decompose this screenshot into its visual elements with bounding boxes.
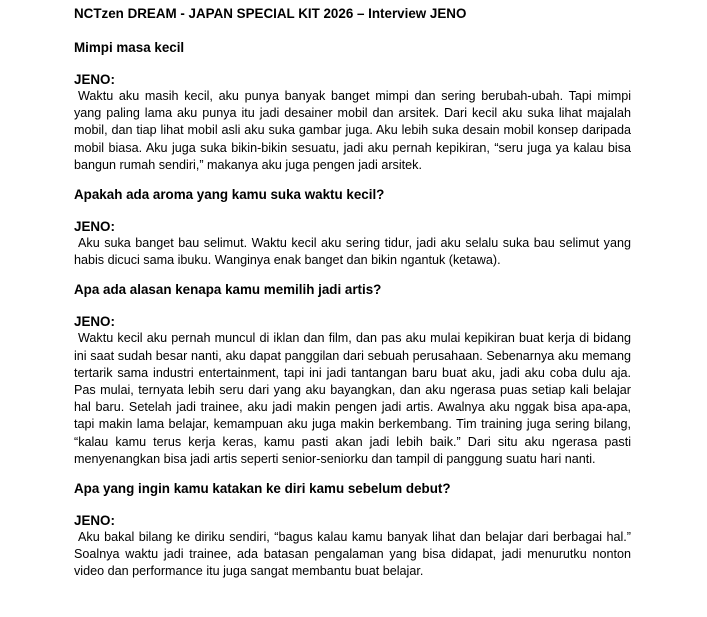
qa-section-4 [74,480,631,581]
question-heading: Apa yang ingin kamu katakan ke diri kamu sebelum debut? [74,481,451,497]
answer-block [74,71,631,174]
speaker-label: JENO: [74,513,115,529]
answer-block [74,218,631,269]
speaker-label: JENO: [74,72,115,87]
answer-text: Waktu aku masih kecil, aku punya banyak banget mimpi dan sering berubah-ubah. Tapi mimpi yang paling lama aku punya itu jadi desainer mobil dan arsitek. Dari kecil aku suka lihat majalah mobil, dan tiap lihat mobil asli aku suka gambar juga. Aku lebih suka desain mobil konsep daripada mobil biasa. Aku juga suka bikin-bikin sesuatu, jadi aku pernah kepikiran, “seru juga ya kalau bisa bangun rumah sendiri,” makanya aku juga pengen jadi arsitek. [74,89,631,172]
question-heading: Apa ada alasan kenapa kamu memilih jadi artis? [74,282,382,298]
answer-text: Aku suka banget bau selimut. Waktu kecil aku sering tidur, jadi aku selalu suka bau selimut yang habis dicuci sama ibuku. Wanginya enak banget dan bikin ngantuk (ketawa). [74,236,631,268]
speaker-label: JENO: [74,219,115,235]
question-heading: Mimpi masa kecil [74,40,185,55]
answer-block [74,313,631,468]
answer-text: Aku bakal bilang ke diriku sendiri, “bagus kalau kamu banyak lihat dan belajar dari berbagai hal.” Soalnya waktu jadi trainee, ada batasan pengalaman yang bisa didapat, jadi menurutku nonton video dan performance itu juga sangat membantu buat belajar. [74,530,631,579]
speaker-label: JENO: [74,314,115,330]
question-heading: Apakah ada aroma yang kamu suka waktu kecil? [74,187,385,203]
document-title: NCTzen DREAM - JAPAN SPECIAL KIT 2026 – Interview JENO [74,6,467,21]
answer-block [74,512,631,581]
qa-section-3 [74,281,631,468]
answer-text: Waktu kecil aku pernah muncul di iklan dan film, dan pas aku mulai kepikiran buat kerja di bidang ini saat sudah besar nanti, aku dapat panggilan dari sebuah perusahaan. Sebenarnya aku memang tertarik sama industri entertainment, tapi ini jadi tantangan baru buat aku, jadi aku coba dulu aja. Pas mulai, ternyata lebih seru dari yang aku bayangkan, dan aku ngerasa puas setiap kali belajar hal baru. Setelah jadi trainee, aku jadi makin pengen jadi artis. Awalnya aku nggak bisa apa-apa, tapi makin lama belajar, kemampuan aku juga makin berkembang. Tim training juga sering bilang, “kalau kamu terus kerja keras, kamu pasti akan jadi lebih baik.” Dari situ aku ngerasa pasti menyenangkan bisa jadi artis seperti senior-seniorku dan tampil di panggung suatu hari nanti. [74,331,631,466]
qa-section-1 [74,39,631,174]
qa-section-2 [74,186,631,269]
